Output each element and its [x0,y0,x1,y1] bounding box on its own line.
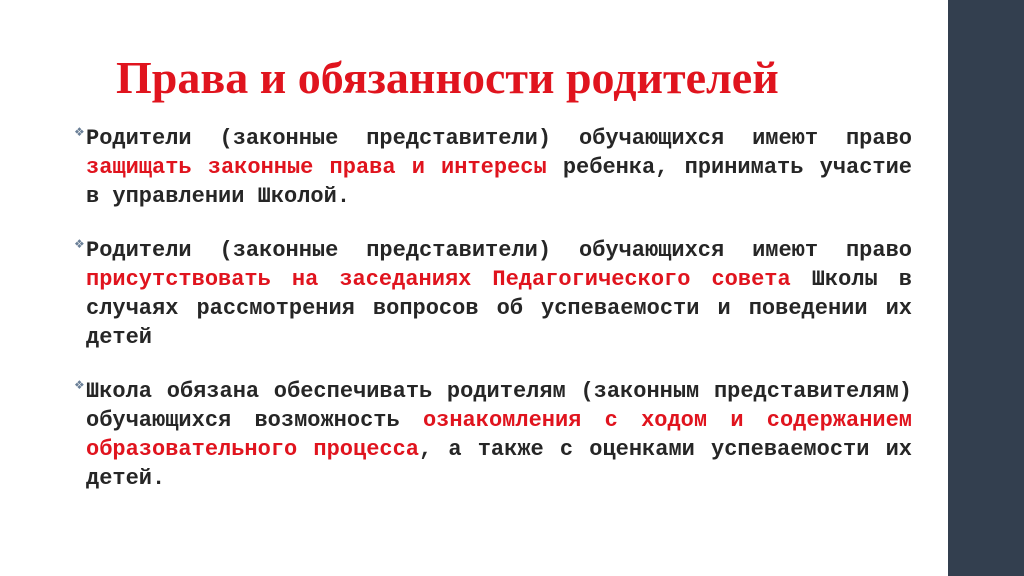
bullet-3-highlight: ознакомления с ходом и содержанием образовательного процесса [86,408,913,462]
bullet-1-highlight: защищать законные права и интересы [86,155,547,180]
bullet-3-text-end: , а также с оценками успеваемости их детей. [86,437,912,491]
bullet-item-3 [74,377,912,493]
right-sidebar-bar [948,0,1024,576]
slide-title: Права и обязанности родителей [116,52,779,103]
bullet-list [74,124,912,518]
bullet-2-text: Родители (законные представители) обучающихся имеют право [86,238,912,263]
bullet-2-text-end: Школы в случаях рассмотрения вопросов об успеваемости и поведении их детей [86,267,912,350]
diamond-bullet-icon: ❖ [74,125,85,139]
diamond-bullet-icon: ❖ [74,237,85,251]
bullet-1-text: Родители (законные представители) обучающихся имеют право [86,126,912,151]
diamond-bullet-icon: ❖ [74,378,85,392]
bullet-2-highlight: присутствовать на заседаниях Педагогического совета [86,267,791,292]
bullet-3-text: Школа обязана обеспечивать родителям (законным представителям) обучающихся возможность [86,379,912,433]
bullet-1-text-end: ребенка, принимать участие в управлении Школой. [86,155,912,209]
bullet-item-2 [74,236,912,352]
bullet-item-1 [74,124,912,211]
